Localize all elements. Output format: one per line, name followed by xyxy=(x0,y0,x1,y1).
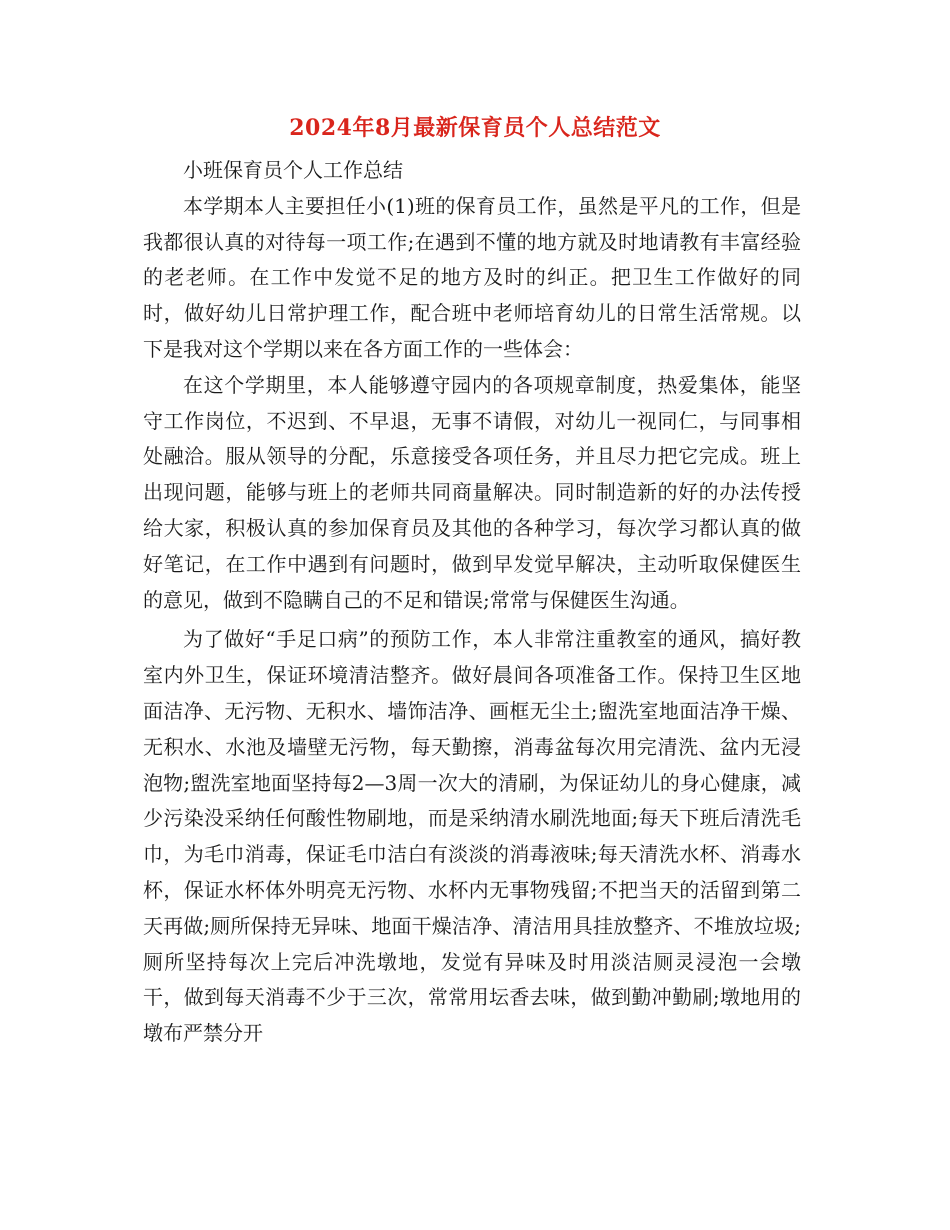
paragraph-1: 本学期本人主要担任小(1)班的保育员工作，虽然是平凡的工作，但是我都很认真的对待每一项工作;在遇到不懂的地方就及时地请教有丰富经验的老老师。在工作中发觉不足的地方及时的纠正。把卫生工作做好的同时，做好幼儿日常护理工作，配合班中老师培育幼儿的日常生活常规。以下是我对这个学期以来在各方面工作的一些体会： xyxy=(143,193,801,361)
paragraph-2: 在这个学期里，本人能够遵守园内的各项规章制度，热爱集体，能坚守工作岗位，不迟到、不早退，无事不请假，对幼儿一视同仁，与同事相处融洽。服从领导的分配，乐意接受各项任务，并且尽力把它完成。班上出现问题，能够与班上的老师共同商量解决。同时制造新的好的办法传授给大家，积极认真的参加保育员及其他的各种学习，每次学习都认真的做好笔记，在工作中遇到有问题时，做到早发觉早解决，主动听取保健医生的意见，做到不隐瞒自己的不足和错误;常常与保健医生沟通。 xyxy=(143,372,801,612)
document-subtitle: 小班保育员个人工作总结 xyxy=(183,158,403,182)
document-title: 2024年8月最新保育员个人总结范文 xyxy=(289,115,661,141)
paragraph-3: 为了做好“手足口病”的预防工作，本人非常注重教室的通风，搞好教室内外卫生，保证环境清洁整齐。做好晨间各项准备工作。保持卫生区地面洁净、无污物、无积水、墙饰洁净、画框无尘土;盥洗室地面洁净干燥、无积水、水池及墙壁无污物，每天勤擦，消毒盆每次用完清洗、盆内无浸泡物;盥洗室地面坚持每2—3周一次大的清刷，为保证幼儿的身心健康，减少污染没采纳任何酸性物刷地，而是采纳清水刷洗地面;每天下班后清洗毛巾，为毛巾消毒，保证毛巾洁白有淡淡的消毒液味;每天清洗水杯、消毒水杯，保证水杯体外明亮无污物、水杯内无事物残留;不把当天的活留到第二天再做;厕所保持无异味、地面干燥洁净、清洁用具挂放整齐、不堆放垃圾;厕所坚持每次上完后冲洗墩地，发觉有异味及时用淡洁厕灵浸泡一会墩干，做到每天消毒不少于三次，常常用坛香去味，做到勤冲勤刷;墩地用的墩布严禁分开 xyxy=(143,627,801,1046)
document-body xyxy=(143,153,801,1052)
